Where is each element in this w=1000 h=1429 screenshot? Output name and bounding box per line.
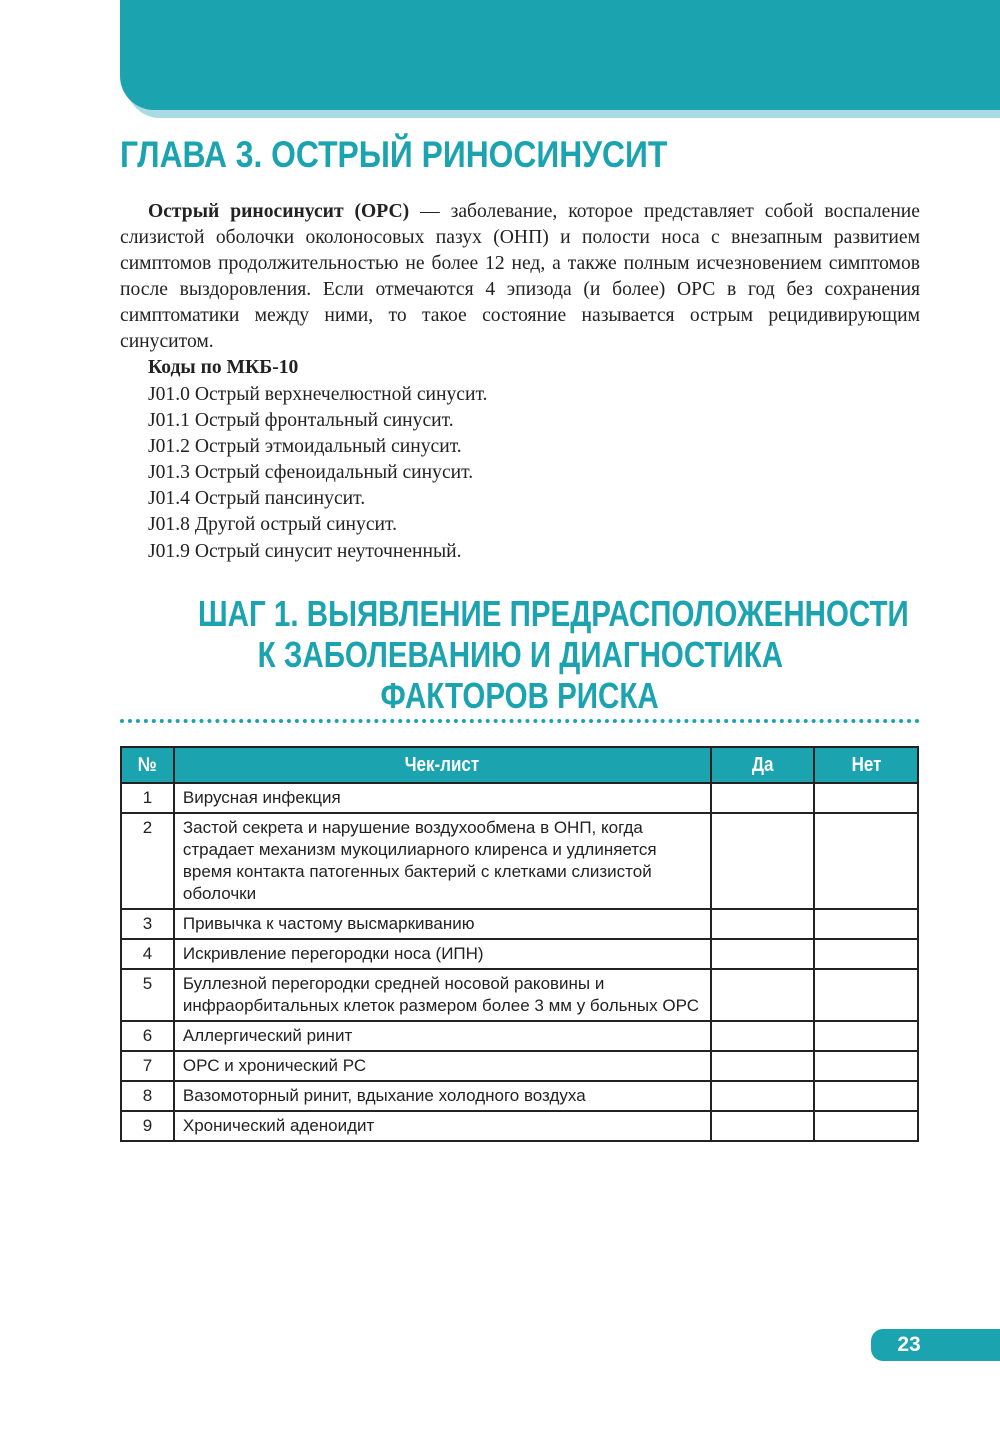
table-row (121, 813, 918, 909)
table-row (121, 909, 918, 939)
icd-code-item: J01.2 Острый этмоидальный синусит. (148, 436, 462, 458)
table-row (121, 969, 918, 1021)
header-band (120, 0, 1000, 110)
step-title-line: К ЗАБОЛЕВАНИЮ И ДИАГНОСТИКА (257, 634, 783, 675)
row-num: 1 (121, 783, 174, 813)
yes-cell[interactable] (711, 939, 815, 969)
step-title-line: ФАКТОРОВ РИСКА (380, 675, 660, 716)
icd-code-item: J01.3 Острый сфеноидальный синусит. (148, 462, 474, 484)
row-num: 6 (121, 1021, 174, 1051)
row-text: Хронический аденоидит (174, 1111, 711, 1141)
table-row (121, 1081, 918, 1111)
icd-code-item: J01.1 Острый фронтальный синусит. (148, 410, 454, 432)
yes-cell[interactable] (711, 1021, 815, 1051)
step-title-line: ШАГ 1. ВЫЯВЛЕНИЕ ПРЕДРАСПОЛОЖЕННОСТИ (198, 593, 909, 634)
yes-cell[interactable] (711, 783, 815, 813)
step-title (120, 593, 920, 716)
no-cell[interactable] (814, 909, 918, 939)
chapter-title: ГЛАВА 3. ОСТРЫЙ РИНОСИНУСИТ (120, 134, 668, 175)
yes-cell[interactable] (711, 1081, 815, 1111)
yes-cell[interactable] (711, 1111, 815, 1141)
row-num: 3 (121, 909, 174, 939)
icd-code-item: J01.8 Другой острый синусит. (148, 514, 398, 536)
table-row (121, 939, 918, 969)
no-cell[interactable] (814, 1081, 918, 1111)
row-text: Застой секрета и нарушение воздухообмена в ОНП, когда страдает механизм мукоцилиарного клиренса и удлиняется время контакта патогенных бактерий с клетками слизистой оболочки (174, 813, 711, 909)
yes-cell[interactable] (711, 813, 815, 909)
icd-code-item: J01.9 Острый синусит неуточненный. (148, 540, 462, 562)
header-num: № (121, 747, 174, 783)
header-yes: Да (711, 747, 815, 783)
page-number: 23 (897, 1333, 921, 1356)
yes-cell[interactable] (711, 969, 815, 1021)
icd-code-item: J01.4 Острый пансинусит. (148, 488, 366, 510)
row-text: Привычка к частому высмаркиванию (174, 909, 711, 939)
no-cell[interactable] (814, 969, 918, 1021)
no-cell[interactable] (814, 1111, 918, 1141)
row-num: 7 (121, 1051, 174, 1081)
row-text: Буллезной перегородки средней носовой раковины и инфраорбитальных клеток размером более 3 мм у больных ОРС (174, 969, 711, 1021)
table-row (121, 1021, 918, 1051)
intro-text: — заболевание, которое представляет собой воспаление слизистой оболочки околоносовых пазух (ОНП) и полости носа с внезапным развитием симптомов продолжительностью не более 12 нед, а также полным исчезновением симптомов после выздоровления. Если отмечаются 4 эпизода (и более) ОРС в год без сохранения симптоматики между ними, то такое состояние называется острым рецидивирующим синуситом. (120, 201, 920, 352)
icd-codes-heading: Коды по МКБ-10 (148, 357, 299, 378)
row-num: 2 (121, 813, 174, 909)
risk-checklist-table (120, 746, 919, 1142)
dotted-divider (120, 719, 920, 723)
row-text: Вазомоторный ринит, вдыхание холодного воздуха (174, 1081, 711, 1111)
yes-cell[interactable] (711, 909, 815, 939)
row-num: 9 (121, 1111, 174, 1141)
header-no: Нет (814, 747, 918, 783)
table-row (121, 1051, 918, 1081)
no-cell[interactable] (814, 783, 918, 813)
row-num: 4 (121, 939, 174, 969)
row-text: Искривление перегородки носа (ИПН) (174, 939, 711, 969)
icd-codes-list (148, 382, 487, 565)
intro-term: Острый риносинусит (ОРС) (148, 201, 410, 222)
header-checklist: Чек-лист (174, 747, 711, 783)
row-num: 5 (121, 969, 174, 1021)
icd-code-item: J01.0 Острый верхнечелюстной синусит. (148, 384, 488, 405)
yes-cell[interactable] (711, 1051, 815, 1081)
row-text: Аллергический ринит (174, 1021, 711, 1051)
row-text: Вирусная инфекция (174, 783, 711, 813)
table-row (121, 1111, 918, 1141)
row-text: ОРС и хронический РС (174, 1051, 711, 1081)
table-row (121, 783, 918, 813)
no-cell[interactable] (814, 1051, 918, 1081)
no-cell[interactable] (814, 939, 918, 969)
row-num: 8 (121, 1081, 174, 1111)
table-header-row (121, 747, 918, 783)
intro-paragraph (120, 199, 920, 355)
no-cell[interactable] (814, 1021, 918, 1051)
no-cell[interactable] (814, 813, 918, 909)
